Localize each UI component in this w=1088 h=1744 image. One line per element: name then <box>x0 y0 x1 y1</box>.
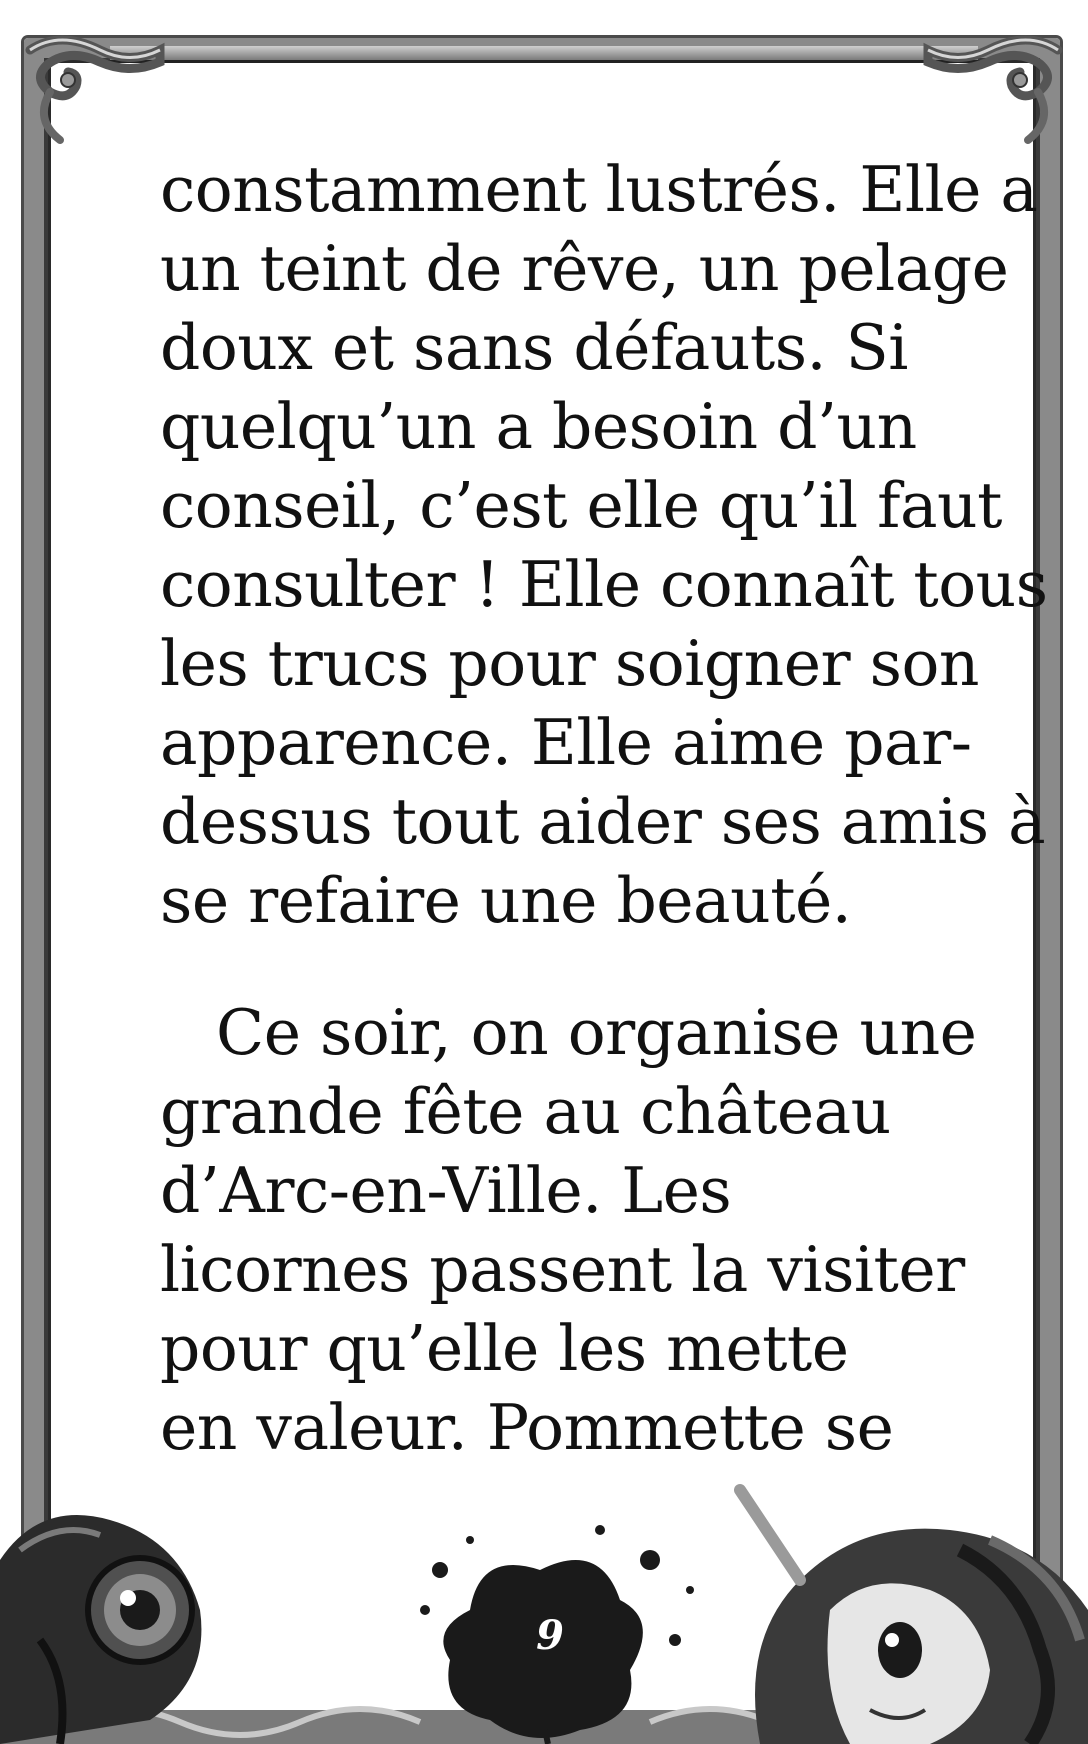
frame-top-bar <box>110 46 978 63</box>
text-line: en valeur. Pommette se <box>160 1391 894 1464</box>
text-line: licornes passent la visiter <box>160 1233 965 1306</box>
text-line: doux et sans défauts. Si <box>160 311 908 384</box>
text-line: un teint de rêve, un pelage <box>160 232 1009 305</box>
text-line: dessus tout aider ses amis à <box>160 785 1046 858</box>
text-line: constamment lustrés. Elle a <box>160 153 1038 226</box>
story-text <box>160 150 1048 1467</box>
text-line: grande fête au château <box>160 1075 891 1148</box>
corner-ornament-right-icon <box>918 30 1068 150</box>
text-line: d’Arc-en-Ville. Les <box>160 1154 732 1227</box>
text-line: quelqu’un a besoin d’un <box>160 390 917 463</box>
text-line: consulter ! Elle connaît tous <box>160 548 1048 621</box>
paragraph-gap <box>160 940 1020 993</box>
bottom-decoration <box>0 1460 1088 1744</box>
text-line: Ce soir, on organise une <box>216 996 977 1069</box>
corner-ornament-left-icon <box>20 30 170 150</box>
unicorn-illustration <box>740 1490 1088 1744</box>
text-line: les trucs pour soigner son <box>160 627 979 700</box>
page-number: 9 <box>536 1612 564 1659</box>
creature-illustration <box>0 1515 201 1744</box>
text-line: pour qu’elle les mette <box>160 1312 849 1385</box>
text-line: apparence. Elle aime par- <box>160 706 972 779</box>
text-line: se refaire une beauté. <box>160 864 852 937</box>
text-line: conseil, c’est elle qu’il faut <box>160 469 1002 542</box>
